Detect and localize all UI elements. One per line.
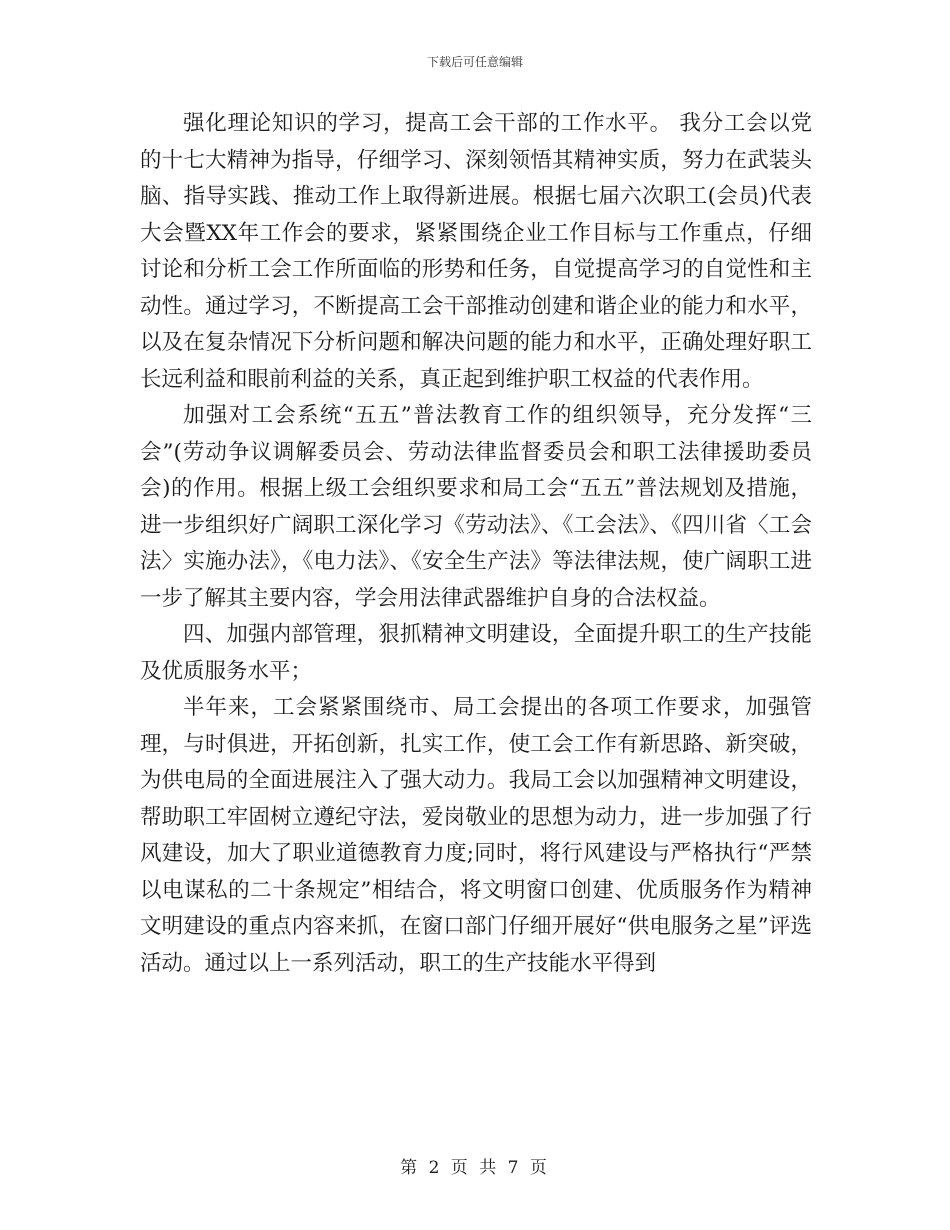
page-number-footer: 第 2 页 共 7 页 [400,1158,550,1178]
paragraph-theory-study: 强化理论知识的学习，提高工会干部的工作水平。 我分工会以党的十七大精神为指导，仔细学习、深刻领悟其精神实质，努力在武装头脑、指导实践、推动工作上取得新进展。根据七届六次职工(会员)代表大会暨XX年工作会的要求，紧紧围绕企业工作目标与工作重点，仔细讨论和分析工会工作所面临的形势和任务，自觉提高学习的自觉性和主动性。通过学习，不断提高工会干部推动创建和谐企业的能力和水平，以及在复杂情况下分析问题和解决问题的能力和水平，正确处理好职工长远利益和眼前利益的关系，真正起到维护职工权益的代表作用。 [140,111,812,392]
document-body [140,106,812,982]
paragraph-section-four-heading: 四、加强内部管理，狠抓精神文明建设，全面提升职工的生产技能及优质服务水平； [140,622,812,684]
page-header: 下载后可任意编辑 [426,55,523,69]
paragraph-legal-education: 加强对工会系统“五五”普法教育工作的组织领导，充分发挥“三会”(劳动争议调解委员会、劳动法律监督委员会和职工法律援助委员会)的作用。根据上级工会组织要求和局工会“五五”普法规划及措施，进一步组织好广阔职工深化学习《劳动法》、《工会法》、《四川省〈工会法〉实施办法》，《电力法》、《安全生产法》等法律法规，使广阔职工进一步了解其主要内容，学会用法律武器维护自身的合法权益。 [140,403,812,611]
paragraph-half-year-work: 半年来，工会紧紧围绕市、局工会提出的各项工作要求，加强管理，与时俱进，开拓创新，扎实工作，使工会工作有新思路、新突破，为供电局的全面进展注入了强大动力。我局工会以加强精神文明建设，帮助职工牢固树立遵纪守法，爱岗敬业的思想为动力，进一步加强了行风建设，加大了职业道德教育力度;同时，将行风建设与严格执行“严禁以电谋私的二十条规定”相结合，将文明窗口创建、优质服务作为精神文明建设的重点内容来抓，在窗口部门仔细开展好“供电服务之星”评选活动。通过以上一系列活动，职工的生产技能水平得到 [140,695,812,976]
